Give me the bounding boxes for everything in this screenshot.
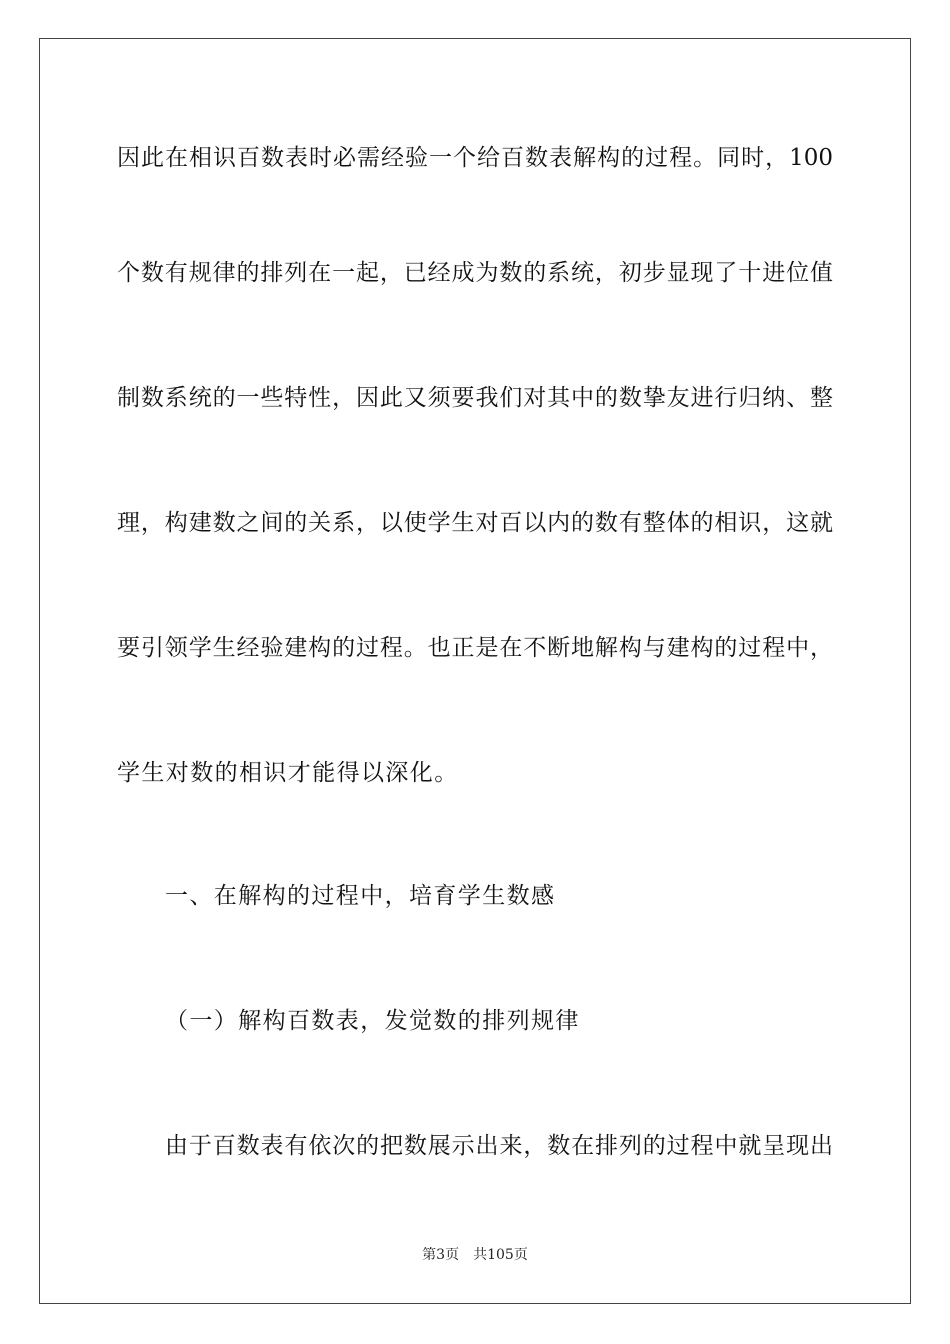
- paragraph-line: 学生对数的相识才能得以深化。: [117, 760, 459, 786]
- paragraph-line: 因此在相识百数表时必需经验一个给百数表解构的过程。同时，100: [117, 145, 833, 171]
- subsection-heading: （一）解构百数表，发觉数的排列规律: [165, 1008, 580, 1034]
- page-border: [39, 38, 911, 1304]
- paragraph-line: 理，构建数之间的关系，以使学生对百以内的数有整体的相识，这就: [117, 510, 833, 536]
- section-heading: 一、在解构的过程中，培育学生数感: [165, 883, 556, 909]
- paragraph-line: 制数系统的一些特性，因此又须要我们对其中的数挚友进行归纳、整: [117, 385, 833, 411]
- page-footer: [0, 1246, 950, 1264]
- page-number: 第3页: [422, 1247, 460, 1263]
- total-pages: 共105页: [473, 1247, 528, 1263]
- paragraph-line: 由于百数表有依次的把数展示出来，数在排列的过程中就呈现出: [165, 1133, 833, 1159]
- paragraph-line: 要引领学生经验建构的过程。也正是在不断地解构与建构的过程中，: [117, 635, 833, 661]
- paragraph-line: 个数有规律的排列在一起，已经成为数的系统，初步显现了十进位值: [117, 260, 833, 286]
